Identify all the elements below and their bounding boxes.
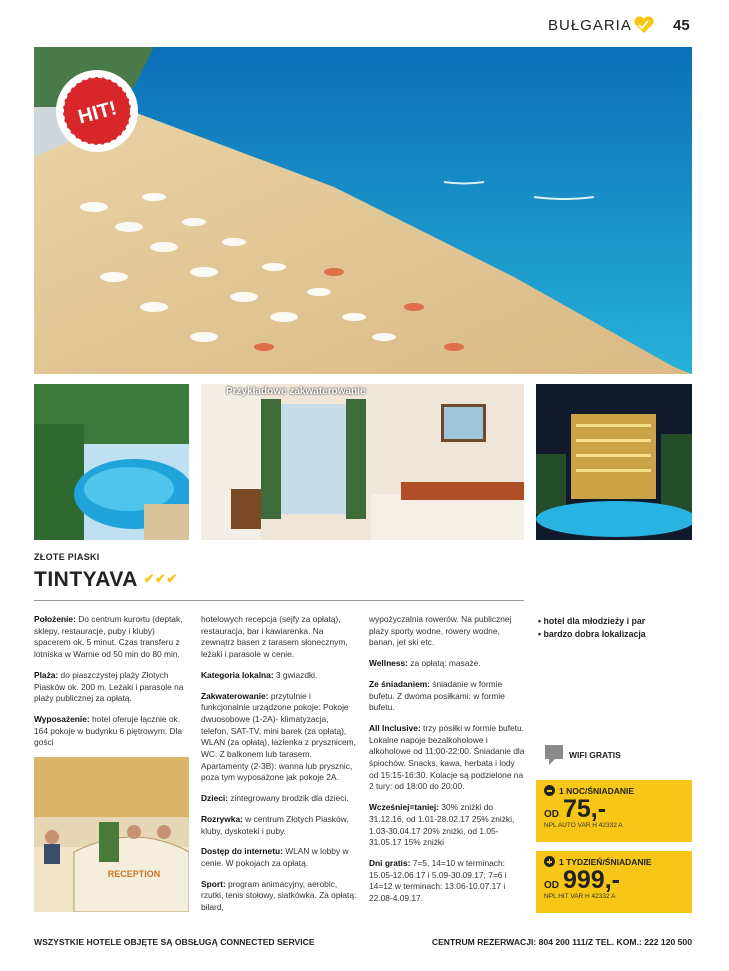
paragraph: Wyposażenie: hotel oferuje łącznie ok. 164 pokoje w budynku 6 piętrowym. Dla gości [34,713,183,748]
hotel-name: TINTYAVA [34,568,138,591]
text-column-2 [201,614,357,923]
hit-badge [55,69,139,153]
price-code: NPL HIT VAR H 42332 A [544,893,616,900]
price-amount: 999,- [563,866,620,894]
plus-circle-icon [544,856,555,867]
wifi-icon [545,745,563,765]
paragraph: Dostęp do internetu: WLAN w lobby w cenie. W pokojach za opłatą. [201,846,349,868]
price-label: 1 NOC/ŚNIADANIE [559,785,635,796]
reception-photo [34,757,189,912]
paragraph: Kategoria lokalna: 3 gwiazdki. [201,669,318,680]
hit-badge-text: HIT! [75,97,120,129]
wifi-label: WIFI GRATIS [569,750,621,760]
text-column-3 [369,614,526,914]
price-from: OD [544,809,559,820]
price-amount: 75,- [563,795,607,823]
night-hotel-photo [536,384,692,540]
paragraph: Wcześniej=taniej: 30% zniżki do 31.12.16, od 1.01-28.02.17 25% zniżki, 1.03-30.04.17 20% zniżki, od 1.05-31.05.17 15% zniżki [369,802,515,848]
room-photo [201,384,524,540]
minus-circle-icon [544,785,555,796]
paragraph: All Inclusive: trzy posiłki w formie bufetu. Lokalne napoje bezalkoholowe i alkoholowe od 11:00-22:00. Śniadanie dla śpiochów. Snacks, kawa, herbata i lody od 15:15-16:30. Kolacje są podzielone na 2 tury: od 18:00 do 20:00. [369,722,525,792]
list-item: • hotel dla młodzieży i par [538,615,698,628]
pool-photo [34,384,189,540]
list-item: • bardzo dobra lokalizacja [538,628,698,641]
paragraph: Położenie: Do centrum kurortu (deptak, sklepy, restauracje, puby i kluby) spacerem ok. 5 minut. Czas transferu z lotniska w Warnie od 50 min do 80 min. [34,614,183,660]
hotel-rating-icon: ✔✔✔ [143,571,178,586]
paragraph: Sport: program animacyjny, aerobic, rzutki, tenis stołowy, siatkówka. Za opłatą: bilard, [201,878,357,913]
price-from: OD [544,880,559,891]
paragraph: Rozrywka: w centrum Złotych Piasków, kluby, dyskoteki i puby. [201,813,349,836]
paragraph: hotelowych recepcja (sejfy za opłatą), restauracja, bar i kawiarenka. Na zewnątrz basen z tarasem słonecznym, leżaki i parasole w cenie. [201,614,348,660]
highlights-list [538,615,698,640]
paragraph: Dzieci: zintegrowany brodzik dla dzieci. [201,793,349,804]
hotel-name-line [34,568,178,592]
paragraph: Plaża: do piaszczystej plaży Złotych Piasków ok. 200 m. Leżaki i parasole na plaży publicznej za opłatą. [34,669,184,704]
price-label: 1 TYDZIEŃ/ŚNIADANIE [559,856,652,867]
paragraph: Zakwaterowanie: przytulnie i funkcjonalnie urządzone pokoje: Pokoje dwuosobowe (1-2A)- klimatyzacja, telefon, SAT-TV, mini barek (za opłatą), WLAN (za opłatą), łazienka z prysznicem, WC. Z balkonem lub tarasem. Apartamenty (2-3B): wanna lub prysznic, poza tym wyposażone jak pokoje 2A. [201,690,356,783]
text-column-1 [34,614,189,758]
title-divider [34,600,524,601]
paragraph: Wellness: za opłatą: masaże. [369,658,481,669]
price-code: NPL AUTO VAR H 42332 A [544,822,623,829]
paragraph: Dni gratis: 7=5, 14=10 w terminach: 15.05-12.06.17 i 5.09-30.09.17; 7=6 i 14=12 w terminach: 13.06-10.07.17 i 22.08-4.09.17. [369,857,507,904]
photo-caption: Przykładowe zakwaterowanie [226,386,366,397]
page-number: 45 [673,17,690,34]
heart-logo-icon [633,16,655,34]
footer-contact: CENTRUM REZERWACJI: 804 200 111/Z TEL. KOM.: 222 120 500 [431,937,692,947]
svg-text:RECEPTION: RECEPTION [107,869,161,879]
footer-note: WSZYSTKIE HOTELE OBJĘTE SĄ OBSŁUGĄ CONNECTED SERVICE [34,937,315,947]
country-title: BUŁGARIA [548,17,632,34]
price-box-night[interactable] [536,780,692,842]
paragraph: Ze śniadaniem: śniadanie w formie bufetu. Z dwoma posiłkami: w formie bufetu. [369,678,505,713]
paragraph: wypożyczalnia rowerów. Na publicznej plaży sporty wodne, rowery wodne, banan, jet ski etc. [369,614,512,648]
hotel-region: ZŁOTE PIASKI [34,552,100,562]
price-box-week[interactable] [536,851,692,913]
